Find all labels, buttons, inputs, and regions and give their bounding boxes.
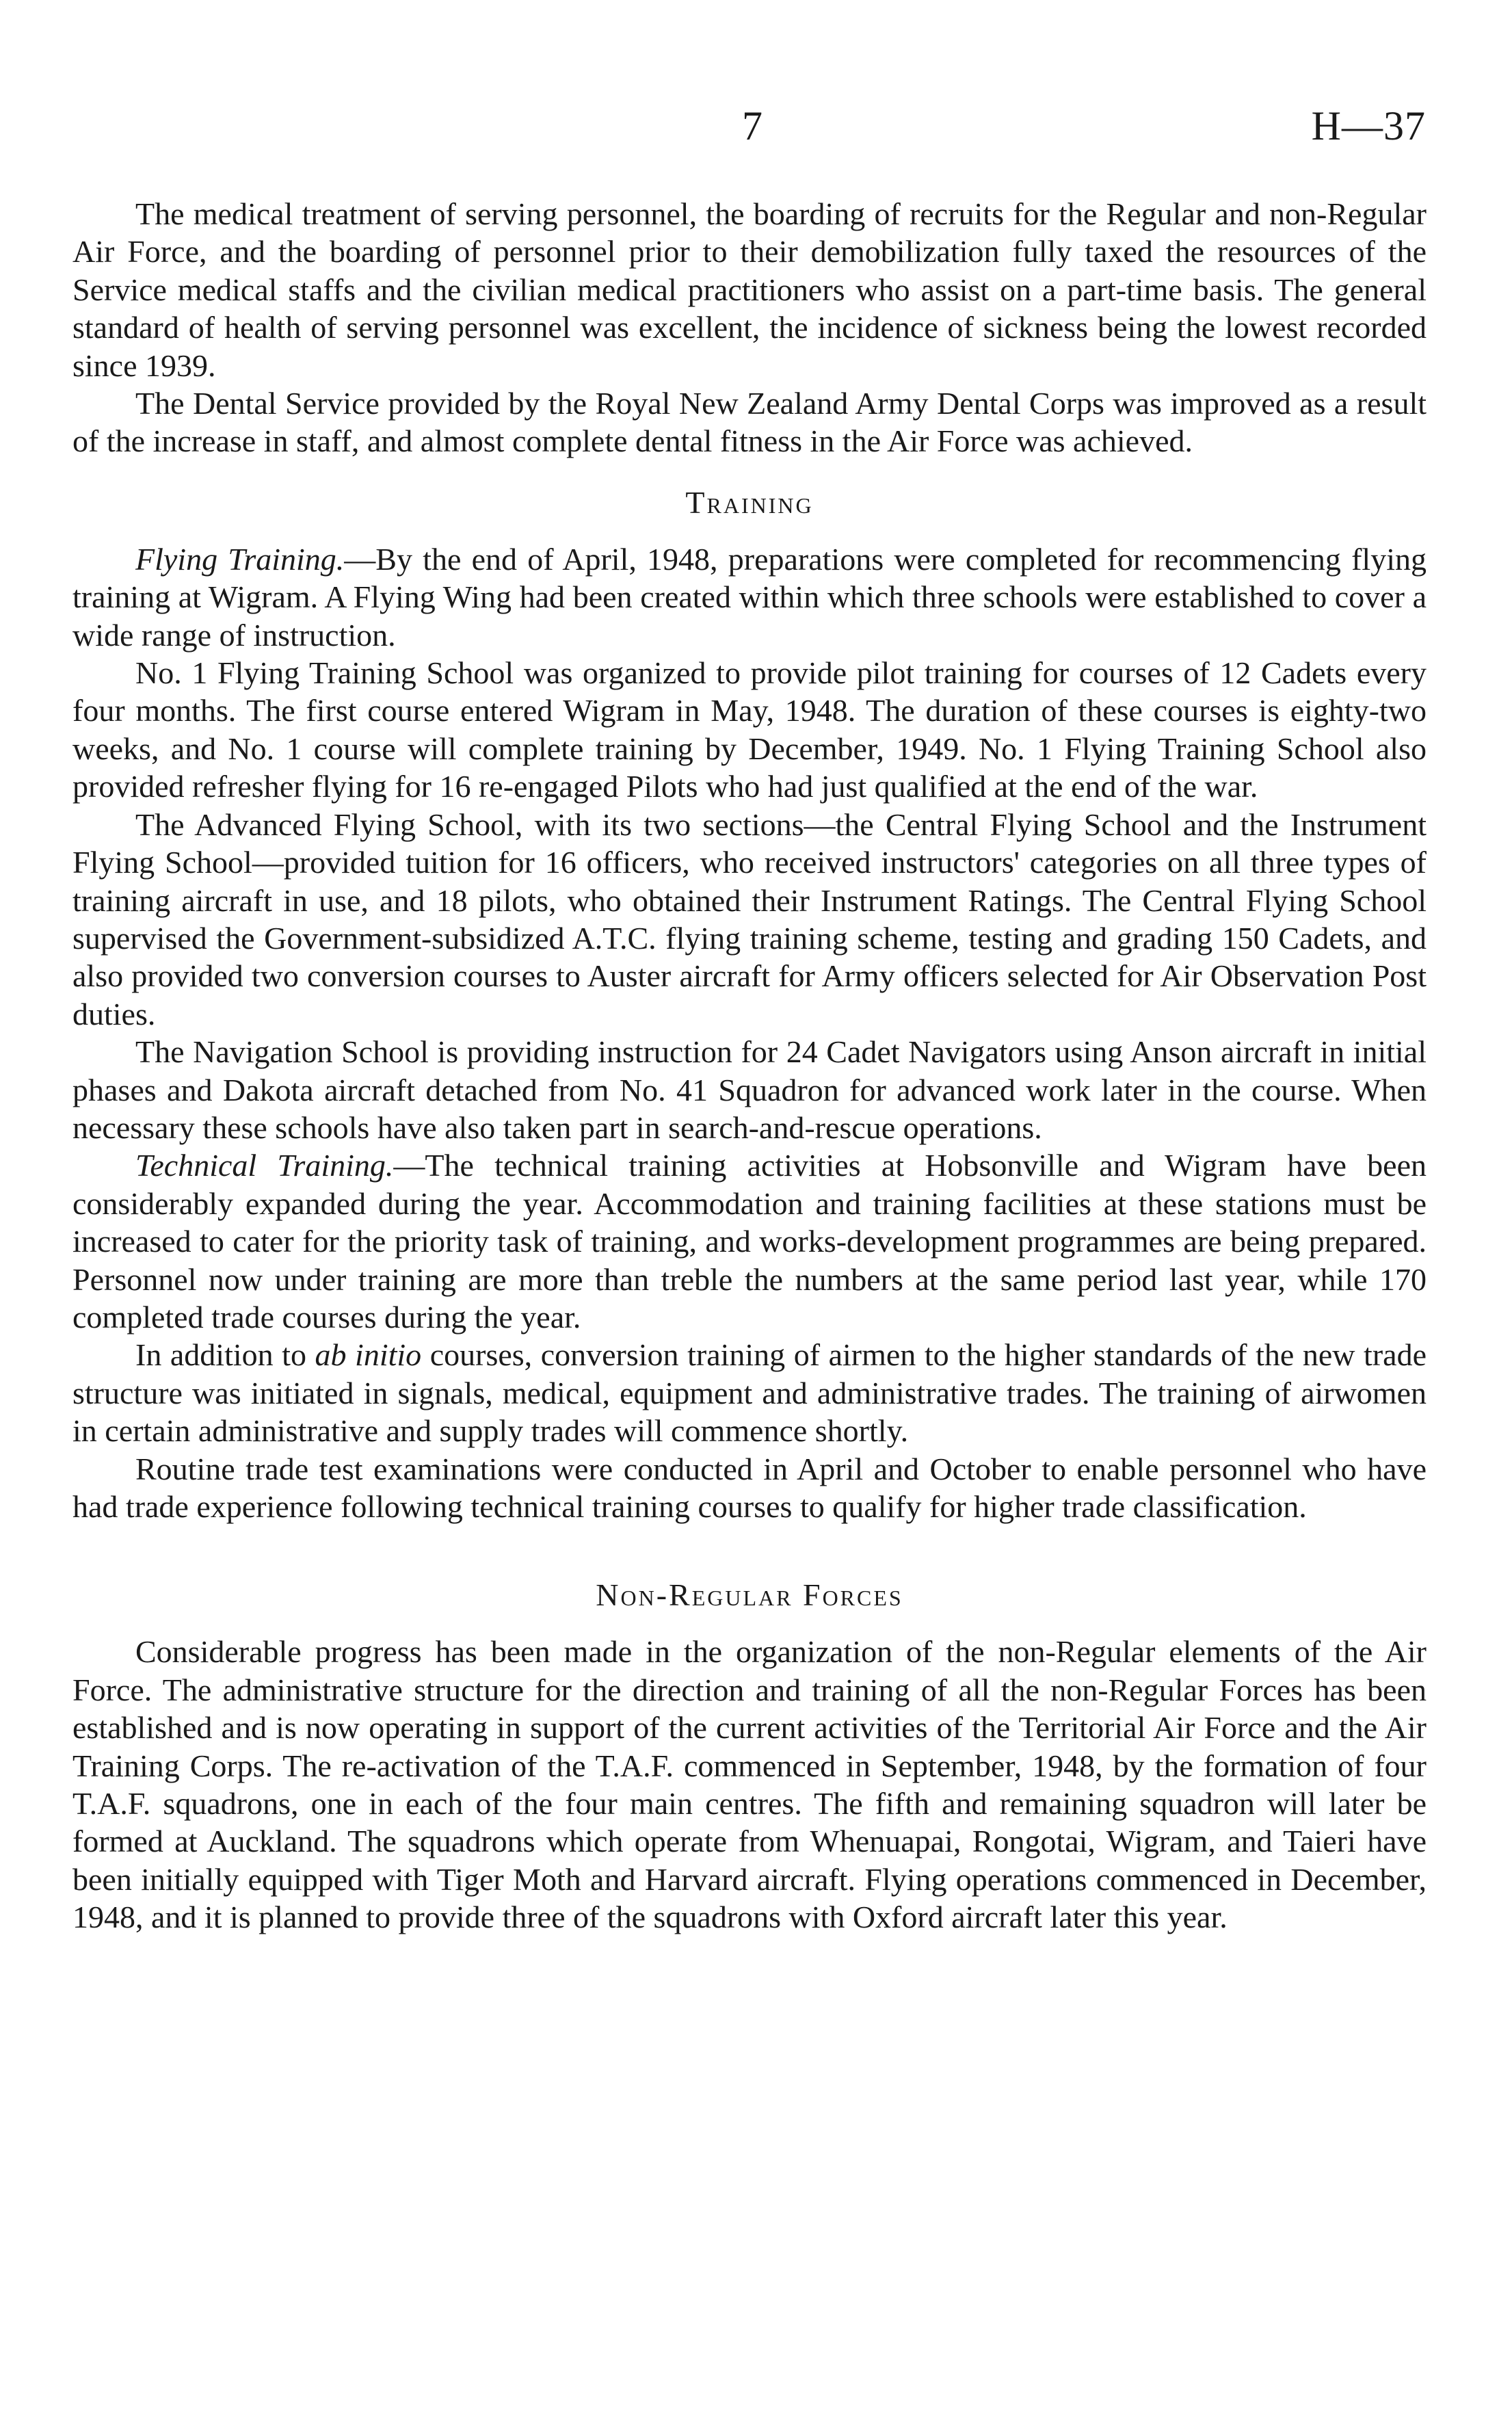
paragraph-navigation: The Navigation School is providing instruction for 24 Cadet Navigators using Anson aircraft in initial phases and Dakota aircraft detached from No. 41 Squadron for advanced work later in the course. When necessary these schools have also taken part in search-and-rescue operations. [72, 1034, 1427, 1145]
document-reference: H—37 [1311, 103, 1426, 148]
paragraph-trade-tests: Routine trade test examinations were conducted in April and October to enable personnel who have had trade experience following technical training courses to qualify for higher trade classification. [72, 1451, 1427, 1524]
technical-training-text: —The technical training activities at Hobsonville and Wigram have been considerably expanded during the year. Accommodation and training facilities at these stations must be increased to cater for the priority task of training, and works-development programmes are being prepared. Personnel now under training are more than treble the numbers at the same period last year, while 170 completed trade courses during the year. [72, 1148, 1427, 1335]
ab-initio-lead: In addition to [135, 1337, 315, 1373]
section-title-training: Training [685, 484, 814, 520]
page-body [72, 195, 1427, 1936]
page-header [0, 103, 1512, 157]
paragraph-no1-fts: No. 1 Flying Training School was organized to provide pilot training for courses of 12 Cadets every four months. The first course entered Wigram in May, 1948. The duration of these courses is eighty-two weeks, and No. 1 course will complete training by December, 1949. No. 1 Flying Training School also provided refresher flying for 16 re-engaged Pilots who had just qualified at the end of the war. [72, 655, 1427, 804]
ab-initio-rest: courses, conversion training of airmen to the higher standards of the new trade structure was initiated in signals, medical, equipment and administrative trades. The training of airwomen in certain administrative and supply trades will commence shortly. [72, 1337, 1427, 1449]
page-number: 7 [742, 103, 762, 148]
flying-training-text: —By the end of April, 1948, preparations were completed for recommencing flying training at Wigram. A Flying Wing had been created within which three schools were established to cover a wide range of instruction. [72, 541, 1427, 653]
ab-initio-term: ab initio [315, 1337, 422, 1373]
paragraph-advanced-flying: The Advanced Flying School, with its two sections—the Central Flying School and the Instrument Flying School—provided tuition for 16 officers, who received instructors' categories on all three types of training aircraft in use, and 18 pilots, who obtained their Instrument Ratings. The Central Flying School supervised the Government-subsidized A.T.C. flying training scheme, testing and grading 150 Cadets, and also provided two conversion courses to Auster aircraft for Army officers selected for Air Observation Post duties. [72, 806, 1427, 1031]
paragraph-technical-training [72, 1146, 1427, 1336]
subheading-flying-training: Flying Training. [135, 541, 345, 577]
paragraph-non-regular: Considerable progress has been made in the organization of the non-Regular elements of the Air Force. The administrative structure for the direction and training of all the non-Regular Forces has been established and is now operating in support of the current activities of the Territorial Air Force and the Air Training Corps. The re-activation of the T.A.F. commenced in September, 1948, by the formation of four T.A.F. squadrons, one in each of the four main centres. The fifth and remaining squadron will later be formed at Auckland. The squadrons which operate from Whenuapai, Rongotai, Wigram, and Taieri have been initially equipped with Tiger Moth and Harvard aircraft. Flying operations commenced in December, 1948, and it is planned to provide three of the squadrons with Oxford aircraft later this year. [72, 1634, 1427, 1935]
paragraph-ab-initio [72, 1336, 1427, 1449]
subheading-technical-training: Technical Training. [135, 1148, 394, 1183]
paragraph-flying-training [72, 540, 1427, 654]
section-title-non-regular: Non-Regular Forces [596, 1577, 903, 1613]
paragraph-medical: The medical treatment of serving personnel, the boarding of recruits for the Regular and non-Regular Air Force, and the boarding of personnel prior to their demobilization fully taxed the resources of the Service medical staffs and the civilian medical practitioners who assist on a part-time basis. The general standard of health of serving personnel was excellent, the incidence of sickness being the lowest recorded since 1939. [72, 196, 1427, 383]
paragraph-dental: The Dental Service provided by the Royal New Zealand Army Dental Corps was improved as a result of the increase in staff, and almost complete dental fitness in the Air Force was achieved. [72, 386, 1427, 459]
